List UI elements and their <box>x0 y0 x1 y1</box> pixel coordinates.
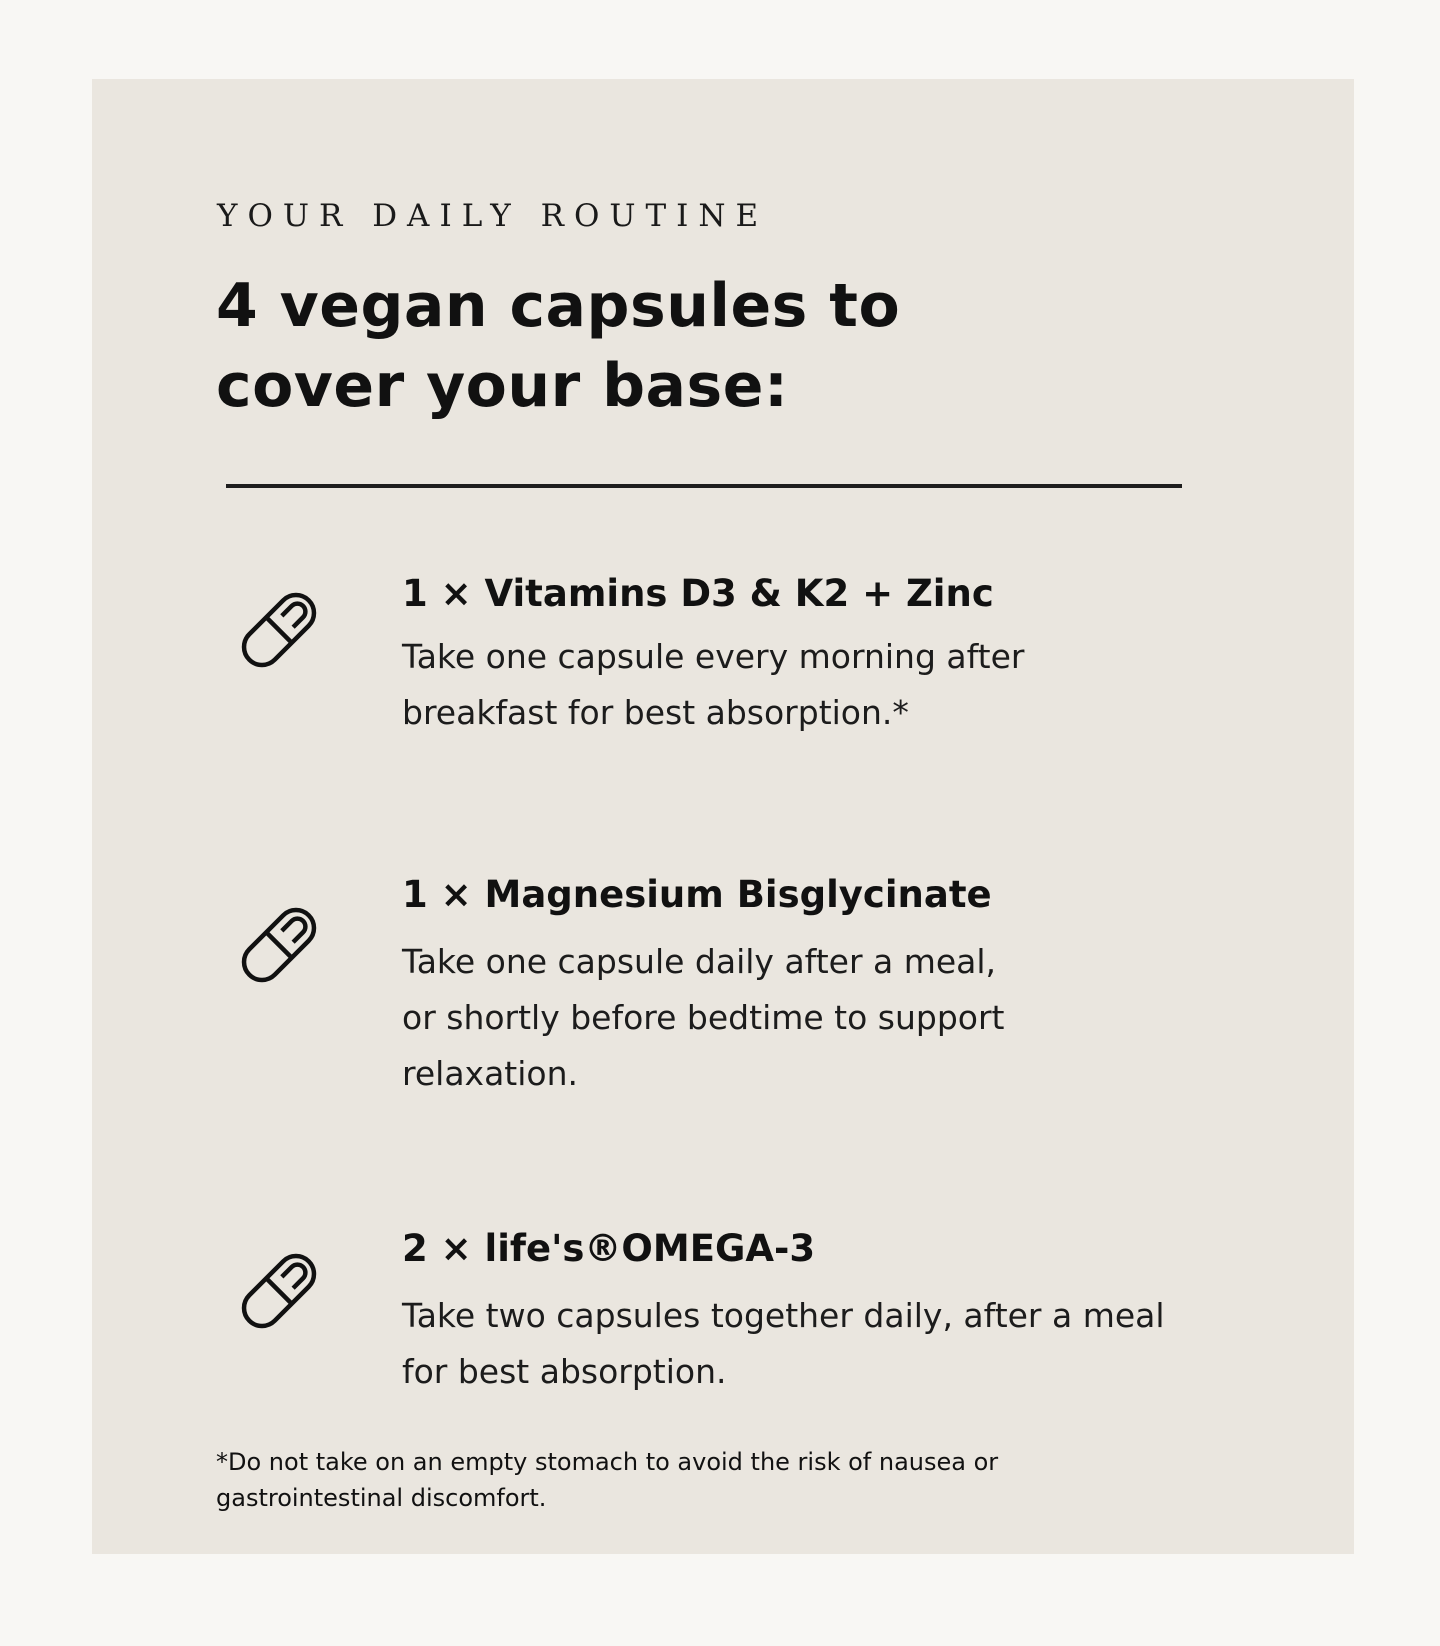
item-title: 1 × Magnesium Bisglycinate <box>402 873 992 916</box>
divider <box>226 484 1182 488</box>
page-title: 4 vegan capsules to cover your base: <box>216 271 901 421</box>
item-description: Take one capsule daily after a meal, or shortly before bedtime to support relaxation. <box>402 942 1005 1093</box>
capsule-icon <box>229 1241 329 1341</box>
item-title: 2 × life's®OMEGA-3 <box>402 1227 816 1270</box>
routine-card <box>92 79 1354 1554</box>
item-description: Take two capsules together daily, after a meal for best absorption. <box>402 1296 1165 1391</box>
footnote: *Do not take on an empty stomach to avoid the risk of nausea or gastrointestinal discomfort. <box>216 1448 999 1512</box>
capsule-icon <box>229 895 329 995</box>
item-title: 1 × Vitamins D3 & K2 + Zinc <box>402 572 994 615</box>
capsule-icon <box>229 580 329 680</box>
section-eyebrow: YOUR DAILY ROUTINE <box>217 198 769 234</box>
item-description: Take one capsule every morning after breakfast for best absorption.* <box>402 637 1025 732</box>
